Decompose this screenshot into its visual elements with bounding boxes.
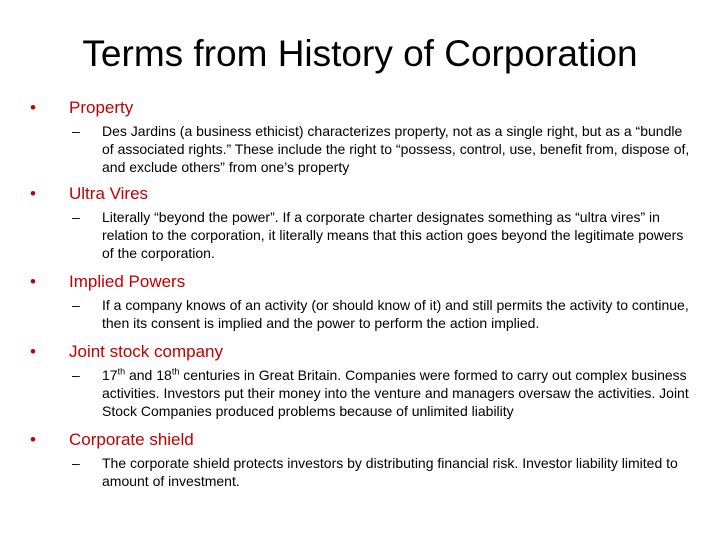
bullet-icon: • xyxy=(30,98,36,117)
sub-bullet-text: Des Jardins (a business ethicist) characterizes property, not as a single right, but as a “bundle of associated rights.” These include the right to “possess, control, use, benefit from, dispose of, and exclude others” from one’s property xyxy=(102,123,690,175)
sub-bullet xyxy=(72,122,690,176)
bullet-list xyxy=(30,96,690,490)
century-number: 17 xyxy=(102,367,118,383)
bullet-icon: • xyxy=(30,342,36,361)
dash-icon: – xyxy=(72,455,80,471)
sub-bullet xyxy=(72,454,690,490)
slide-title: Terms from History of Corporation xyxy=(82,33,638,74)
dash-icon: – xyxy=(72,123,80,139)
list-item-implied-powers xyxy=(30,270,690,332)
bullet-heading: Property xyxy=(69,98,134,117)
bullet-row xyxy=(30,428,690,452)
bullet-row xyxy=(30,270,690,294)
dash-icon: – xyxy=(72,367,80,383)
sub-bullet xyxy=(72,296,690,332)
sub-bullet-text: If a company knows of an activity (or should know of it) and still permits the activity to continue, then its consent is implied and the power to perform the action implied. xyxy=(102,297,689,331)
bullet-heading: Corporate shield xyxy=(69,430,194,449)
sub-bullet-text: The corporate shield protects investors by distributing financial risk. Investor liability limited to amount of investment. xyxy=(102,455,678,489)
century-number: 18 xyxy=(156,367,172,383)
sub-bullet-text xyxy=(102,366,690,420)
bullet-row xyxy=(30,340,690,364)
sub-bullet-body: centuries in Great Britain. Companies were formed to carry out complex business activities. Investors put their money into the venture and managers oversaw the activities. Joint Stock Companies produced problems because of unlimited liability xyxy=(102,367,689,419)
bullet-heading: Joint stock company xyxy=(69,342,224,361)
dash-icon: – xyxy=(72,209,80,225)
bullet-icon: • xyxy=(30,272,36,291)
dash-icon: – xyxy=(72,297,80,313)
conjunction-text: and xyxy=(125,367,157,383)
ordinal-suffix: th xyxy=(171,366,180,377)
ordinal-suffix: th xyxy=(117,366,126,377)
list-item-ultra-vires xyxy=(30,182,690,262)
list-item-corporate-shield xyxy=(30,428,690,490)
bullet-icon: • xyxy=(30,430,36,449)
list-item-joint-stock-company xyxy=(30,340,690,420)
bullet-row xyxy=(30,182,690,206)
sub-bullet xyxy=(72,366,690,420)
sub-bullet-text: Literally “beyond the power”. If a corporate charter designates something as “ultra vires” in relation to the corporation, it literally means that this action goes beyond the legitimate powers of the corporation. xyxy=(102,209,684,261)
bullet-icon: • xyxy=(30,184,36,203)
bullet-heading: Implied Powers xyxy=(69,272,186,291)
list-item-property xyxy=(30,96,690,176)
sub-bullet xyxy=(72,208,690,262)
bullet-heading: Ultra Vires xyxy=(69,184,149,203)
bullet-row xyxy=(30,96,690,120)
